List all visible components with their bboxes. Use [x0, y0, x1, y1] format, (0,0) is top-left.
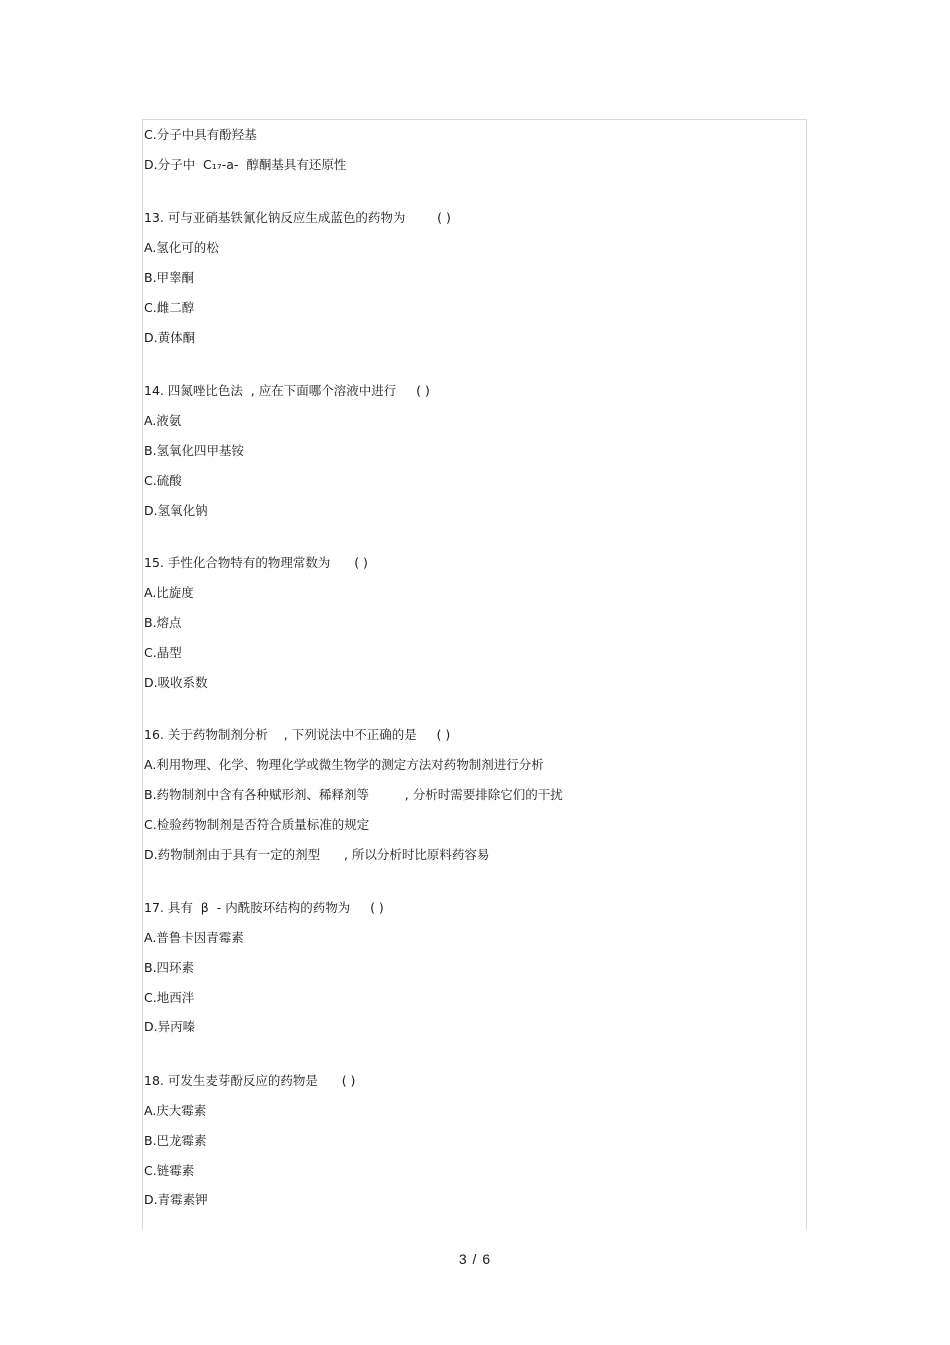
option-b-17: B.四环素 [144, 960, 195, 975]
option-d-13: D.黄体酮 [144, 330, 196, 345]
question-18: 18. 可发生麦芽酚反应的药物是 ( ) [144, 1073, 356, 1088]
option-d-16: D.药物制剂由于具有一定的剂型 , 所以分析时比原料药容易 [144, 847, 490, 862]
option-b-13: B.甲睾酮 [144, 270, 195, 285]
option-d-14: D.氢氧化钠 [144, 503, 208, 518]
option-a-18: A.庆大霉素 [144, 1103, 207, 1118]
option-b-15: B.熔点 [144, 615, 182, 630]
option-a-15: A.比旋度 [144, 585, 194, 600]
option-d-17: D.异丙嗪 [144, 1019, 196, 1034]
question-16: 16. 关于药物制剂分析 , 下列说法中不正确的是 ( ) [144, 727, 451, 742]
option-a-13: A.氢化可的松 [144, 240, 219, 255]
option-d-12: D.分子中 C₁₇-a- 醇酮基具有还原性 [144, 157, 347, 172]
option-c-18: C.链霉素 [144, 1163, 195, 1178]
option-d-15: D.吸收系数 [144, 675, 208, 690]
question-14: 14. 四氮唑比色法 , 应在下面哪个溶液中进行 ( ) [144, 383, 430, 398]
option-a-16: A.利用物理、化学、物理化学或微生物学的测定方法对药物制剂进行分析 [144, 757, 544, 772]
option-d-18: D.青霉素钾 [144, 1192, 208, 1207]
option-c-17: C.地西泮 [144, 990, 195, 1005]
option-c-12: C.分子中具有酚羟基 [144, 127, 257, 142]
page-number: 3 / 6 [458, 1251, 492, 1267]
option-b-16: B.药物制剂中含有各种赋形剂、稀释剂等 , 分析时需要排除它们的干扰 [144, 787, 563, 802]
option-b-18: B.巴龙霉素 [144, 1133, 207, 1148]
option-c-16: C.检验药物制剂是否符合质量标准的规定 [144, 817, 370, 832]
option-c-13: C.雌二醇 [144, 300, 195, 315]
option-c-15: C.晶型 [144, 645, 182, 660]
option-c-14: C.硫酸 [144, 473, 182, 488]
option-a-14: A.液氨 [144, 413, 182, 428]
page-frame-right [806, 119, 807, 1230]
option-b-14: B.氢氧化四甲基铵 [144, 443, 245, 458]
question-17: 17. 具有 β - 内酰胺环结构的药物为 ( ) [144, 900, 384, 915]
page-frame-left [142, 119, 143, 1230]
page-frame-top [142, 119, 807, 120]
option-a-17: A.普鲁卡因青霉素 [144, 930, 244, 945]
question-15: 15. 手性化合物特有的物理常数为 ( ) [144, 555, 368, 570]
question-13: 13. 可与亚硝基铁氰化钠反应生成蓝色的药物为 ( ) [144, 210, 451, 225]
